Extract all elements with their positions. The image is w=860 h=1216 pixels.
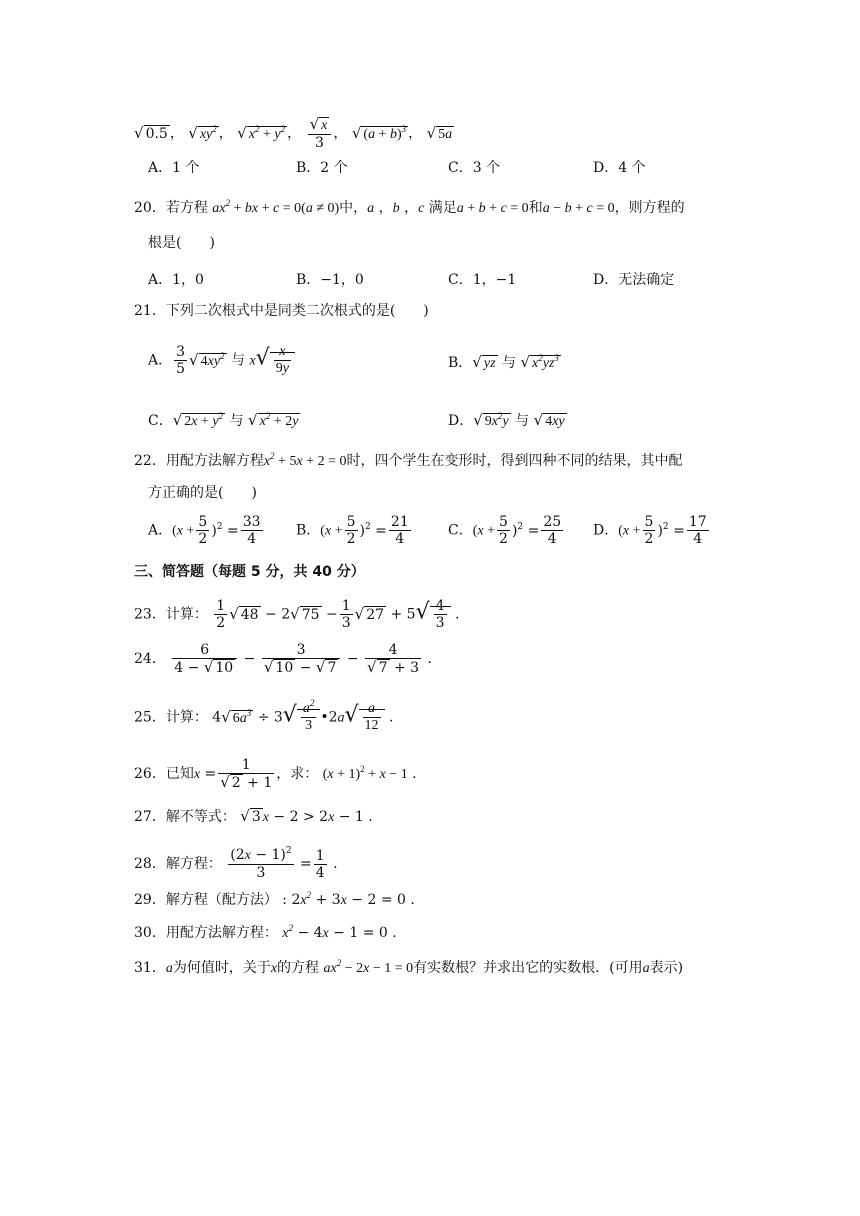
q30: 30．用配方法解方程： $x^2 - 4x - 1 = 0$ . [134,923,397,941]
q21-option-c: C．√ $2x + y^2$ 与 √ $x^2 + 2y$ [148,411,299,429]
section-heading: 三、简答题（每题 5 分，共 40 分） [134,564,365,580]
q20-equation: $ax^2$ + bx + c = 0(a ≠ 0) [212,198,340,216]
q19-option-b: B．2 个 [296,160,348,176]
q20-stem: 20．若方程 $ax^2$ + bx + c = 0(a ≠ 0)中，a ，b ，c 满足a + b + c = 0和a − b + c = 0，则方程的 [134,198,685,216]
radical-0-5: √ 0.5 [134,123,168,142]
q20-option-d: D．无法确定 [593,272,675,288]
q21-option-b: B．√ yz 与 √ $x^2yz^3$ [448,353,559,371]
q22-option-b: B．(x + $\frac{5}{2}$ )$^2$ = $\frac{21}{4}$ [296,514,409,547]
q19-option-d: D．4 个 [593,160,646,176]
q19-option-a: A．1 个 [148,160,200,176]
q22-stem-line2: 方正确的是( ) [148,485,257,501]
q28: 28．解方程： $\frac{(2x - 1)^2}{3}$ = $\frac{1}{4}$ . [134,846,338,881]
q22-option-c: C．(x + $\frac{5}{2}$ )$^2$ = $\frac{25}{4}$ [448,514,562,547]
radical-x2-y2: √ $x^2 + y^2$ [237,123,286,142]
q22-option-a: A．(x + $\frac{5}{2}$ )$^2$ = $\frac{33}{4}$ [148,514,261,547]
q20-stem-line2: 根是( ) [148,235,215,251]
radical-5a: √ 5a [426,123,453,142]
q23: 23．计算： $\frac{1}{2}$ √ 48 − 2√ 75 − $\frac{1}{3}$ √ 27 + 5√ $\frac{4}{3}$ . [134,598,460,631]
q29: 29．解方程（配方法） : $2x^2 + 3x - 2 = 0$ . [134,890,415,908]
radical-a-plus-b-cubed: √ $(a + b)^3$ [351,123,407,142]
q22-stem: 22．用配方法解方程$x^2 + 5x + 2 = 0$时，四个学生在变形时，得到四种不同的结果，其中配 [134,451,683,469]
q27: 27．解不等式： √ 3 x − 2 > 2x − 1 . [134,807,373,825]
q20-option-a: A．1，0 [148,272,204,288]
q19-option-c: C．3 个 [448,160,501,176]
q20-option-c: C．1，−1 [448,272,517,288]
q19-items: √ 0.5 ， √ $xy^2$ ， √ $x^2 + y^2$ ， $\frac{√ x}{3}$ ， √ $(a + b)^3$ ， √ 5a [134,115,453,151]
q21-option-a: A． $\frac{3}{5}$ √ $4xy^2$ 与 x√ $\frac{x}{9y}$ [148,344,295,377]
q25: 25．计算： 4√ $6a^3 \div 3√$ $\frac{a^2}{3}$ •2a√ $\frac{a}{12}$ . [134,698,394,733]
q21-option-d: D．√ $9x^2y$ 与 √ 4xy [448,411,565,429]
radical-xy2: √ $xy^2$ [188,123,217,142]
q20-number: 20． [134,200,166,216]
q31: 31．a为何值时，关于x的方程 $ax^2 - 2x - 1 = 0$有实数根？并求出它的实数根．(可用a表示) [134,958,684,976]
q21-stem: 21．下列二次根式中是同类二次根式的是( ) [134,303,429,319]
q24: 24． $\frac{6}{4 - √ 10}$ − $\frac{3}{√ 10 - √ 7}$ − $\frac{4}{√ 7 + 3}$ . [134,642,432,676]
q22-option-d: D．(x + $\frac{5}{2}$ )$^2$ = $\frac{17}{4}$ [593,514,707,547]
frac-sqrt-x-over-3: $\frac{√ x}{3}$ [308,116,332,151]
q20-option-b: B．−1，0 [296,272,364,288]
q26: 26．已知x = $\frac{1}{√ 2 + 1}$ ，求： $(x + 1)^2 + x - 1$ . [134,757,417,791]
